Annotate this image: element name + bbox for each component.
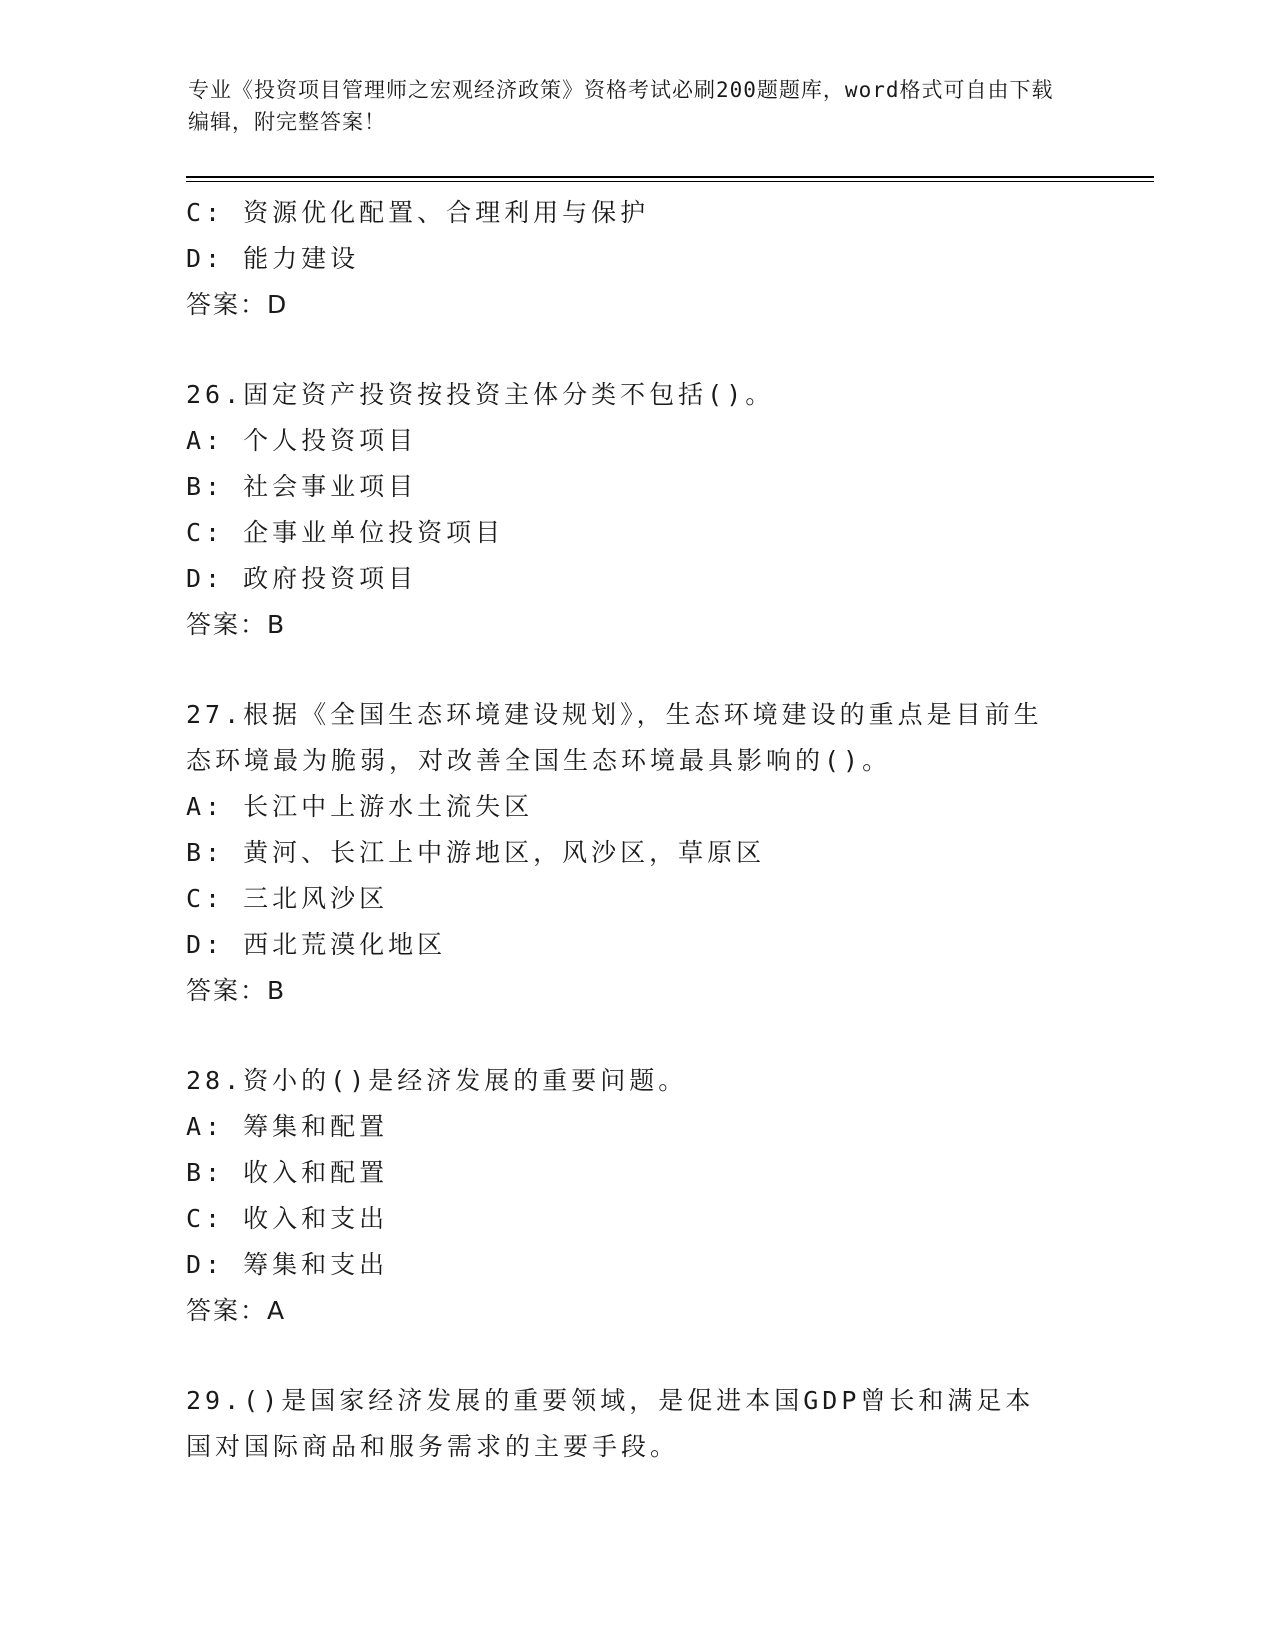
option-b: B: 社会事业项目: [186, 472, 418, 501]
option-c: C: 资源优化配置、合理利用与保护: [186, 198, 650, 227]
option-d: D: 筹集和支出: [186, 1250, 389, 1279]
option-d: D: 能力建设: [186, 244, 360, 273]
header-divider-thin: [186, 181, 1154, 182]
option-d: D: 西北荒漠化地区: [186, 930, 447, 959]
answer-line: 答案：B: [186, 610, 287, 639]
question-list: [186, 190, 1086, 1470]
page-header: 专业《投资项目管理师之宏观经济政策》资格考试必刷200题题库，word格式可自由下载编辑，附完整答案！: [188, 78, 1054, 134]
option-c: C: 企事业单位投资项目: [186, 518, 505, 547]
question-text: 27.根据《全国生态环境建设规划》，生态环境建设的重点是目前生态环境最为脆弱，对改善全国生态环境最具影响的()。: [186, 700, 1043, 775]
question-text: 26.固定资产投资按投资主体分类不包括()。: [186, 380, 775, 409]
option-c: C: 三北风沙区: [186, 884, 389, 913]
question-block: [186, 1058, 1086, 1334]
header-divider: [186, 176, 1154, 178]
option-b: B: 黄河、长江上中游地区，风沙区，草原区: [186, 838, 766, 867]
question-block: [186, 692, 1086, 1014]
answer-line: 答案：A: [186, 1296, 287, 1325]
answer-line: 答案：D: [186, 290, 289, 319]
option-a: A: 长江中上游水土流失区: [186, 792, 534, 821]
option-a: A: 个人投资项目: [186, 426, 418, 455]
option-a: A: 筹集和配置: [186, 1112, 389, 1141]
question-block: [186, 372, 1086, 648]
option-b: B: 收入和配置: [186, 1158, 389, 1187]
question-block: [186, 1378, 1086, 1470]
question-text: 28.资小的()是经济发展的重要问题。: [186, 1066, 688, 1095]
question-text: 29.()是国家经济发展的重要领域，是促进本国GDP曾长和满足本国对国际商品和服务需求的主要手段。: [186, 1386, 1035, 1461]
option-c: C: 收入和支出: [186, 1204, 389, 1233]
question-block-continued: [186, 190, 1086, 328]
option-d: D: 政府投资项目: [186, 564, 418, 593]
answer-line: 答案：B: [186, 976, 287, 1005]
